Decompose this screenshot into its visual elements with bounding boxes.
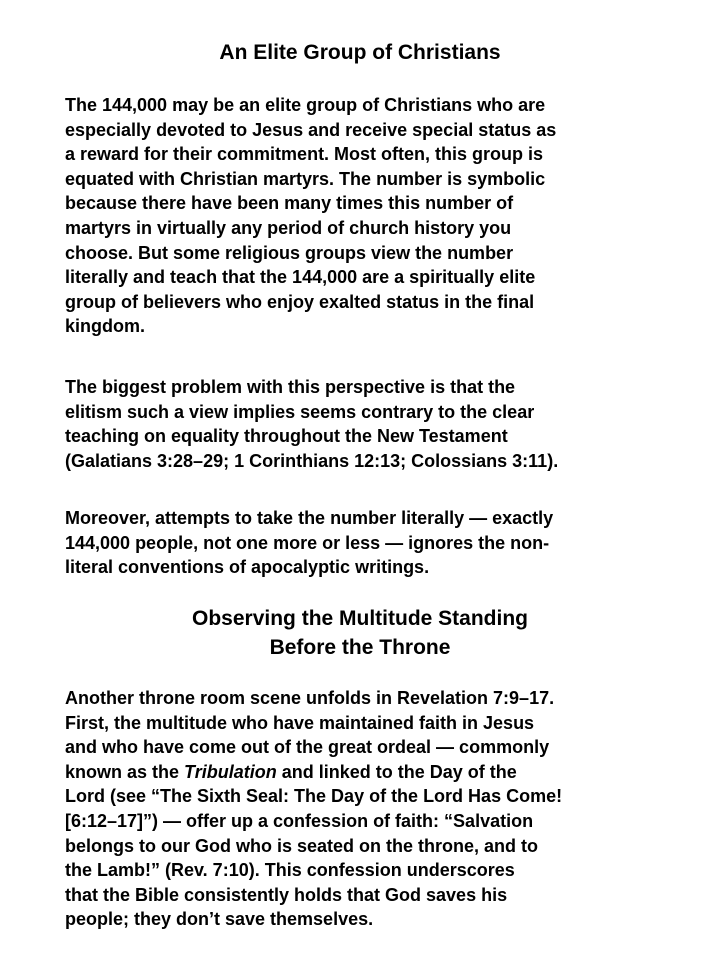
- paragraph-biggest-problem: [65, 375, 665, 473]
- section-title-elite-group: [0, 38, 720, 67]
- text-line: teaching on equality throughout the New Testament: [65, 426, 508, 447]
- text-line: Another throne room scene unfolds in Revelation 7:9–17.: [65, 688, 555, 708]
- text-line: elitism such a view implies seems contrary to the clear: [65, 401, 535, 422]
- text-line: [6:12–17]”) — offer up a confession of faith: “Salvation: [65, 810, 534, 831]
- text-line: martyrs in virtually any period of church history you: [65, 217, 512, 238]
- text-line: literally and teach that the 144,000 are a spiritually elite: [65, 267, 536, 288]
- section-title-line: Observing the Multitude Standing: [192, 607, 528, 630]
- text-line: First, the multitude who have maintained faith in Jesus: [65, 712, 535, 733]
- section-title-multitude: [0, 604, 720, 662]
- text-line: because there have been many times this number of: [65, 193, 514, 214]
- text-line: Moreover, attempts to take the number literally — exactly: [65, 508, 554, 528]
- text-line: especially devoted to Jesus and receive special status as: [65, 119, 557, 140]
- text-line: choose. But some religious groups view the number: [65, 242, 514, 263]
- text-line: The 144,000 may be an elite group of Christians who are: [65, 95, 546, 115]
- text-line: that the Bible consistently holds that God saves his: [65, 884, 508, 905]
- paragraph-elite-group: [65, 93, 665, 339]
- text-line: [65, 760, 665, 785]
- section-title-line: Before the Throne: [269, 636, 451, 659]
- text-line: kingdom.: [65, 316, 145, 337]
- text-line: and who have come out of the great ordeal — commonly: [65, 737, 550, 758]
- italic-term-tribulation: Tribulation: [184, 761, 277, 782]
- text-line: The biggest problem with this perspective is that the: [65, 377, 516, 397]
- text-line: belongs to our God who is seated on the throne, and to: [65, 835, 539, 856]
- paragraph-throne-room: [65, 686, 665, 932]
- text-line: people; they don’t save themselves.: [65, 909, 374, 930]
- text-line: a reward for their commitment. Most often, this group is: [65, 144, 544, 165]
- text-line: the Lamb!” (Rev. 7:10). This confession underscores: [65, 860, 515, 881]
- paragraph-moreover: [65, 506, 665, 580]
- text-line: 144,000 people, not one more or less — ignores the non-: [65, 532, 550, 553]
- text-line: group of believers who enjoy exalted status in the final: [65, 291, 535, 312]
- text-line: Lord (see “The Sixth Seal: The Day of the Lord Has Come!: [65, 786, 563, 807]
- text-line: equated with Christian martyrs. The number is symbolic: [65, 168, 546, 189]
- section-title-text: An Elite Group of Christians: [219, 41, 501, 64]
- text-segment: known as the: [65, 761, 185, 782]
- text-line: literal conventions of apocalyptic writings.: [65, 557, 430, 578]
- text-segment: and linked to the Day of the: [276, 761, 517, 782]
- text-line: (Galatians 3:28–29; 1 Corinthians 12:13; Colossians 3:11).: [65, 450, 559, 471]
